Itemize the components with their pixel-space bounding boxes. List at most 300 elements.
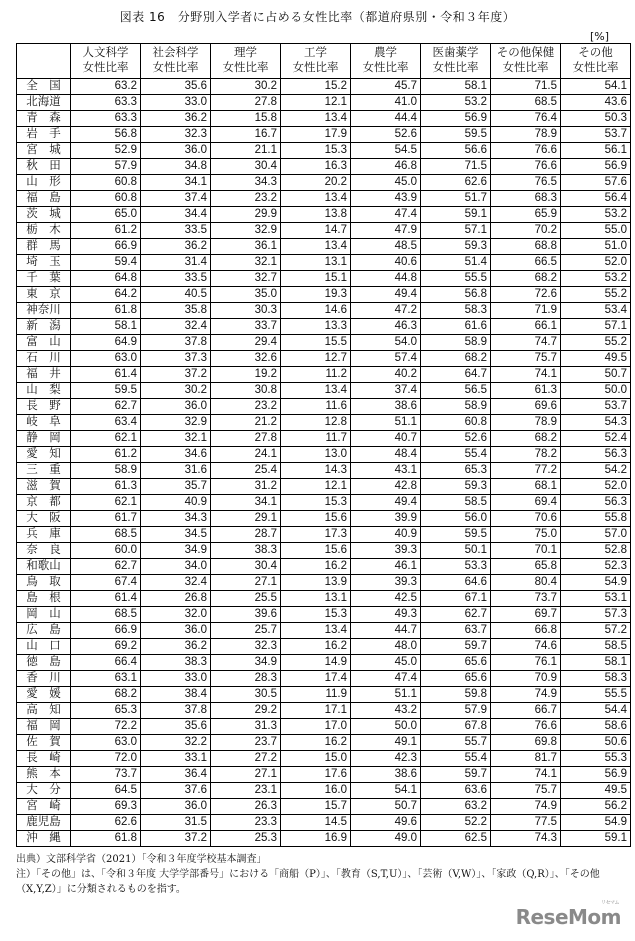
table-row: [17, 271, 631, 287]
ratio-cell: 13.4: [281, 239, 351, 255]
column-header: [561, 44, 631, 79]
ratio-cell: 43.1: [351, 463, 421, 479]
ratio-cell: 61.2: [71, 223, 141, 239]
ratio-cell: 36.2: [141, 639, 211, 655]
ratio-cell: 72.0: [71, 751, 141, 767]
ratio-cell: 15.1: [281, 271, 351, 287]
table-row: [17, 495, 631, 511]
ratio-cell: 70.6: [491, 511, 561, 527]
ratio-cell: 45.0: [351, 655, 421, 671]
ratio-cell: 55.7: [421, 735, 491, 751]
prefecture-name: 埼 玉: [17, 255, 71, 271]
ratio-cell: 15.3: [281, 495, 351, 511]
ratio-cell: 13.0: [281, 447, 351, 463]
ratio-cell: 63.0: [71, 351, 141, 367]
ratio-cell: 74.9: [491, 687, 561, 703]
ratio-cell: 56.1: [561, 143, 631, 159]
unit-label: [%]: [589, 30, 609, 43]
ratio-cell: 51.4: [421, 255, 491, 271]
ratio-cell: 20.2: [281, 175, 351, 191]
ratio-cell: 11.7: [281, 431, 351, 447]
ratio-cell: 56.2: [561, 799, 631, 815]
ratio-cell: 14.5: [281, 815, 351, 831]
ratio-cell: 65.8: [491, 559, 561, 575]
ratio-cell: 53.4: [561, 303, 631, 319]
ratio-cell: 63.2: [71, 79, 141, 95]
ratio-cell: 55.0: [561, 223, 631, 239]
ratio-cell: 12.7: [281, 351, 351, 367]
ratio-cell: 32.6: [211, 351, 281, 367]
ratio-cell: 51.7: [421, 191, 491, 207]
ratio-cell: 78.9: [491, 127, 561, 143]
ratio-cell: 13.4: [281, 623, 351, 639]
ratio-cell: 36.0: [141, 623, 211, 639]
ratio-cell: 36.2: [141, 239, 211, 255]
ratio-cell: 54.1: [351, 783, 421, 799]
prefecture-name: 宮 崎: [17, 799, 71, 815]
ratio-cell: 59.5: [421, 127, 491, 143]
ratio-cell: 14.9: [281, 655, 351, 671]
ratio-cell: 54.9: [561, 815, 631, 831]
ratio-cell: 36.2: [141, 111, 211, 127]
table-row: [17, 223, 631, 239]
header-row: [17, 44, 631, 79]
ratio-cell: 35.6: [141, 719, 211, 735]
ratio-cell: 63.0: [71, 735, 141, 751]
ratio-cell: 57.1: [561, 319, 631, 335]
ratio-cell: 73.7: [491, 591, 561, 607]
ratio-cell: 24.1: [211, 447, 281, 463]
ratio-cell: 12.1: [281, 95, 351, 111]
ratio-cell: 59.7: [421, 639, 491, 655]
ratio-cell: 53.7: [561, 127, 631, 143]
ratio-cell: 41.0: [351, 95, 421, 111]
ratio-cell: 15.8: [211, 111, 281, 127]
ratio-cell: 33.7: [211, 319, 281, 335]
ratio-cell: 77.2: [491, 463, 561, 479]
ratio-cell: 28.3: [211, 671, 281, 687]
ratio-cell: 34.3: [211, 175, 281, 191]
ratio-cell: 30.4: [211, 559, 281, 575]
ratio-cell: 49.4: [351, 287, 421, 303]
ratio-cell: 34.0: [141, 559, 211, 575]
ratio-cell: 62.1: [71, 431, 141, 447]
ratio-cell: 50.7: [351, 799, 421, 815]
ratio-cell: 27.2: [211, 751, 281, 767]
ratio-cell: 44.4: [351, 111, 421, 127]
ratio-cell: 15.5: [281, 335, 351, 351]
prefecture-name: 青 森: [17, 111, 71, 127]
ratio-cell: 54.5: [351, 143, 421, 159]
ratio-cell: 76.4: [491, 111, 561, 127]
ratio-cell: 40.9: [141, 495, 211, 511]
ratio-cell: 56.8: [421, 287, 491, 303]
ratio-cell: 13.3: [281, 319, 351, 335]
ratio-cell: 61.3: [491, 383, 561, 399]
ratio-cell: 11.6: [281, 399, 351, 415]
ratio-cell: 37.4: [351, 383, 421, 399]
ratio-cell: 50.0: [561, 383, 631, 399]
ratio-cell: 52.0: [561, 479, 631, 495]
ratio-cell: 78.2: [491, 447, 561, 463]
ratio-cell: 75.7: [491, 783, 561, 799]
ratio-cell: 50.1: [421, 543, 491, 559]
ratio-cell: 67.4: [71, 575, 141, 591]
column-header: [141, 44, 211, 79]
ratio-cell: 50.7: [561, 367, 631, 383]
ratio-cell: 32.1: [211, 255, 281, 271]
ratio-cell: 74.1: [491, 767, 561, 783]
ratio-cell: 59.5: [421, 527, 491, 543]
table-row: [17, 591, 631, 607]
table-row: [17, 79, 631, 95]
ratio-cell: 13.4: [281, 111, 351, 127]
ratio-cell: 37.4: [141, 191, 211, 207]
ratio-cell: 38.6: [351, 399, 421, 415]
prefecture-name: 群 馬: [17, 239, 71, 255]
ratio-cell: 55.2: [561, 335, 631, 351]
ratio-cell: 34.4: [141, 207, 211, 223]
ratio-cell: 27.8: [211, 431, 281, 447]
ratio-cell: 60.8: [71, 175, 141, 191]
ratio-cell: 21.1: [211, 143, 281, 159]
ratio-cell: 67.1: [421, 591, 491, 607]
ratio-cell: 80.4: [491, 575, 561, 591]
prefecture-name: 和歌山: [17, 559, 71, 575]
ratio-cell: 40.6: [351, 255, 421, 271]
ratio-cell: 19.2: [211, 367, 281, 383]
ratio-cell: 23.2: [211, 191, 281, 207]
ratio-cell: 30.4: [211, 159, 281, 175]
ratio-cell: 56.9: [561, 767, 631, 783]
header-corner: [17, 44, 71, 79]
ratio-cell: 61.4: [71, 367, 141, 383]
ratio-cell: 54.1: [561, 79, 631, 95]
ratio-cell: 57.9: [421, 703, 491, 719]
ratio-cell: 64.6: [421, 575, 491, 591]
ratio-cell: 69.7: [491, 607, 561, 623]
ratio-cell: 58.9: [421, 399, 491, 415]
table-row: [17, 287, 631, 303]
ratio-cell: 57.4: [351, 351, 421, 367]
ratio-cell: 70.9: [491, 671, 561, 687]
ratio-cell: 81.7: [491, 751, 561, 767]
ratio-cell: 53.2: [561, 271, 631, 287]
ratio-cell: 76.1: [491, 655, 561, 671]
ratio-cell: 12.8: [281, 415, 351, 431]
ratio-cell: 55.4: [421, 751, 491, 767]
prefecture-name: 山 口: [17, 639, 71, 655]
ratio-cell: 58.3: [561, 671, 631, 687]
ratio-cell: 42.8: [351, 479, 421, 495]
prefecture-name: 滋 賀: [17, 479, 71, 495]
column-header-line1: その他保健: [496, 47, 555, 59]
ratio-cell: 39.9: [351, 511, 421, 527]
ratio-cell: 37.3: [141, 351, 211, 367]
ratio-cell: 40.2: [351, 367, 421, 383]
ratio-cell: 57.3: [561, 607, 631, 623]
ratio-cell: 15.0: [281, 751, 351, 767]
table-row: [17, 783, 631, 799]
ratio-cell: 50.3: [561, 111, 631, 127]
prefecture-name: 長 野: [17, 399, 71, 415]
ratio-cell: 46.3: [351, 319, 421, 335]
ratio-cell: 68.5: [71, 527, 141, 543]
prefecture-name: 広 島: [17, 623, 71, 639]
column-header-line2: 女性比率: [362, 62, 409, 74]
ratio-cell: 61.2: [71, 447, 141, 463]
ratio-cell: 58.1: [561, 655, 631, 671]
prefecture-name: 京 都: [17, 495, 71, 511]
ratio-cell: 15.2: [281, 79, 351, 95]
ratio-cell: 54.9: [561, 575, 631, 591]
ratio-cell: 63.7: [421, 623, 491, 639]
ratio-cell: 12.1: [281, 479, 351, 495]
ratio-cell: 31.4: [141, 255, 211, 271]
column-header-line2: 女性比率: [152, 62, 199, 74]
ratio-cell: 61.4: [71, 591, 141, 607]
ratio-cell: 68.1: [491, 479, 561, 495]
ratio-cell: 76.6: [491, 159, 561, 175]
column-header: [281, 44, 351, 79]
ratio-cell: 14.3: [281, 463, 351, 479]
ratio-cell: 27.1: [211, 767, 281, 783]
ratio-cell: 38.3: [211, 543, 281, 559]
logo-text: ReseMom: [515, 905, 621, 929]
ratio-cell: 14.6: [281, 303, 351, 319]
prefecture-name: 佐 賀: [17, 735, 71, 751]
ratio-cell: 62.7: [71, 559, 141, 575]
table-row: [17, 127, 631, 143]
ratio-cell: 29.4: [211, 335, 281, 351]
ratio-cell: 49.5: [561, 783, 631, 799]
footnote: 注）「その他」は、「令和３年度 大学学部番号」における「商船（P）」、「教育（S,T,U）」、「芸術（V,W）」、「家政（Q,R）」、「その他（X,Y,Z）」に分類されるものを指す。: [16, 869, 600, 895]
ratio-cell: 30.8: [211, 383, 281, 399]
ratio-cell: 50.6: [561, 735, 631, 751]
ratio-cell: 43.9: [351, 191, 421, 207]
ratio-cell: 68.5: [71, 607, 141, 623]
ratio-cell: 11.9: [281, 687, 351, 703]
column-header-line2: 女性比率: [82, 62, 129, 74]
ratio-cell: 58.5: [421, 495, 491, 511]
ratio-cell: 54.3: [561, 415, 631, 431]
ratio-cell: 59.7: [421, 767, 491, 783]
ratio-cell: 32.1: [141, 431, 211, 447]
column-header: [211, 44, 281, 79]
ratio-cell: 23.3: [211, 815, 281, 831]
ratio-cell: 56.4: [561, 191, 631, 207]
ratio-cell: 11.2: [281, 367, 351, 383]
column-header-line1: 農学: [374, 47, 397, 59]
table-row: [17, 639, 631, 655]
ratio-cell: 13.8: [281, 207, 351, 223]
ratio-cell: 15.3: [281, 607, 351, 623]
ratio-cell: 37.8: [141, 703, 211, 719]
table-row: [17, 191, 631, 207]
table-row: [17, 527, 631, 543]
ratio-cell: 25.3: [211, 831, 281, 847]
ratio-cell: 56.9: [421, 111, 491, 127]
ratio-cell: 59.3: [421, 239, 491, 255]
prefecture-name: 千 葉: [17, 271, 71, 287]
ratio-cell: 60.8: [421, 415, 491, 431]
ratio-cell: 52.3: [561, 559, 631, 575]
ratio-cell: 58.1: [421, 79, 491, 95]
ratio-cell: 66.9: [71, 623, 141, 639]
ratio-cell: 31.2: [211, 479, 281, 495]
ratio-cell: 68.2: [491, 431, 561, 447]
ratio-cell: 57.2: [561, 623, 631, 639]
ratio-cell: 17.1: [281, 703, 351, 719]
table-row: [17, 815, 631, 831]
ratio-cell: 40.7: [351, 431, 421, 447]
table-row: [17, 575, 631, 591]
ratio-cell: 48.0: [351, 639, 421, 655]
ratio-cell: 32.3: [141, 127, 211, 143]
ratio-cell: 69.4: [491, 495, 561, 511]
ratio-cell: 66.8: [491, 623, 561, 639]
ratio-cell: 75.0: [491, 527, 561, 543]
ratio-cell: 64.5: [71, 783, 141, 799]
ratio-cell: 58.9: [71, 463, 141, 479]
ratio-cell: 25.5: [211, 591, 281, 607]
ratio-cell: 53.7: [561, 399, 631, 415]
ratio-cell: 55.5: [561, 687, 631, 703]
ratio-cell: 32.4: [141, 319, 211, 335]
prefecture-name: 石 川: [17, 351, 71, 367]
ratio-cell: 49.6: [351, 815, 421, 831]
ratio-cell: 34.9: [141, 543, 211, 559]
table-row: [17, 159, 631, 175]
logo-kana: リセマム: [601, 900, 619, 906]
ratio-cell: 58.6: [561, 719, 631, 735]
table-row: [17, 367, 631, 383]
ratio-cell: 55.5: [421, 271, 491, 287]
ratio-cell: 31.6: [141, 463, 211, 479]
prefecture-name: 長 崎: [17, 751, 71, 767]
ratio-cell: 64.7: [421, 367, 491, 383]
ratio-cell: 13.4: [281, 383, 351, 399]
ratio-cell: 35.0: [211, 287, 281, 303]
ratio-cell: 57.1: [421, 223, 491, 239]
table-row: [17, 399, 631, 415]
ratio-cell: 47.4: [351, 671, 421, 687]
ratio-cell: 76.6: [491, 719, 561, 735]
ratio-cell: 55.4: [421, 447, 491, 463]
ratio-cell: 76.5: [491, 175, 561, 191]
ratio-cell: 77.5: [491, 815, 561, 831]
table-row: [17, 751, 631, 767]
ratio-cell: 42.3: [351, 751, 421, 767]
ratio-cell: 23.7: [211, 735, 281, 751]
ratio-cell: 56.0: [421, 511, 491, 527]
column-header-line1: 理学: [234, 47, 257, 59]
table-row: [17, 335, 631, 351]
table-row: [17, 319, 631, 335]
ratio-cell: 71.5: [491, 79, 561, 95]
ratio-cell: 34.1: [211, 495, 281, 511]
prefecture-name: 岩 手: [17, 127, 71, 143]
ratio-cell: 66.1: [491, 319, 561, 335]
ratio-cell: 56.5: [421, 383, 491, 399]
prefecture-name: 沖 縄: [17, 831, 71, 847]
ratio-cell: 55.8: [561, 511, 631, 527]
ratio-cell: 31.5: [141, 815, 211, 831]
table-body: [17, 79, 631, 847]
notes: [16, 852, 616, 897]
table-row: [17, 703, 631, 719]
ratio-cell: 68.2: [71, 687, 141, 703]
ratio-cell: 46.1: [351, 559, 421, 575]
column-header-line1: その他: [578, 47, 613, 59]
prefecture-name: 神奈川: [17, 303, 71, 319]
prefecture-name: 宮 城: [17, 143, 71, 159]
table-row: [17, 767, 631, 783]
column-header: [71, 44, 141, 79]
ratio-cell: 52.0: [561, 255, 631, 271]
prefecture-name: 富 山: [17, 335, 71, 351]
table-row: [17, 671, 631, 687]
ratio-cell: 56.6: [421, 143, 491, 159]
ratio-cell: 39.3: [351, 575, 421, 591]
prefecture-name: 島 根: [17, 591, 71, 607]
ratio-cell: 34.8: [141, 159, 211, 175]
column-header-line1: 社会科学: [152, 47, 199, 59]
ratio-cell: 25.7: [211, 623, 281, 639]
ratio-cell: 40.9: [351, 527, 421, 543]
column-header: [351, 44, 421, 79]
ratio-cell: 52.9: [71, 143, 141, 159]
ratio-cell: 62.6: [421, 175, 491, 191]
ratio-cell: 57.6: [561, 175, 631, 191]
ratio-cell: 62.1: [71, 495, 141, 511]
ratio-cell: 15.7: [281, 799, 351, 815]
ratio-cell: 39.6: [211, 607, 281, 623]
ratio-cell: 74.7: [491, 335, 561, 351]
ratio-cell: 62.6: [71, 815, 141, 831]
ratio-cell: 65.9: [491, 207, 561, 223]
ratio-cell: 15.6: [281, 543, 351, 559]
table-row: [17, 143, 631, 159]
ratio-cell: 61.3: [71, 479, 141, 495]
ratio-cell: 53.2: [561, 207, 631, 223]
ratio-cell: 34.1: [141, 175, 211, 191]
table-row: [17, 687, 631, 703]
ratio-cell: 26.8: [141, 591, 211, 607]
ratio-cell: 36.1: [211, 239, 281, 255]
ratio-cell: 33.5: [141, 271, 211, 287]
table-row: [17, 303, 631, 319]
ratio-cell: 23.2: [211, 399, 281, 415]
ratio-cell: 44.8: [351, 271, 421, 287]
ratio-cell: 74.1: [491, 367, 561, 383]
prefecture-name: 大 分: [17, 783, 71, 799]
ratio-cell: 32.9: [211, 223, 281, 239]
resemom-logo: [515, 900, 621, 929]
column-header-line1: 工学: [304, 47, 327, 59]
ratio-cell: 61.7: [71, 511, 141, 527]
ratio-cell: 30.5: [211, 687, 281, 703]
ratio-cell: 35.6: [141, 79, 211, 95]
table-row: [17, 383, 631, 399]
ratio-cell: 54.0: [351, 335, 421, 351]
ratio-cell: 35.8: [141, 303, 211, 319]
ratio-cell: 15.3: [281, 143, 351, 159]
ratio-cell: 74.3: [491, 831, 561, 847]
table-row: [17, 255, 631, 271]
table-row: [17, 239, 631, 255]
prefecture-name: 静 岡: [17, 431, 71, 447]
